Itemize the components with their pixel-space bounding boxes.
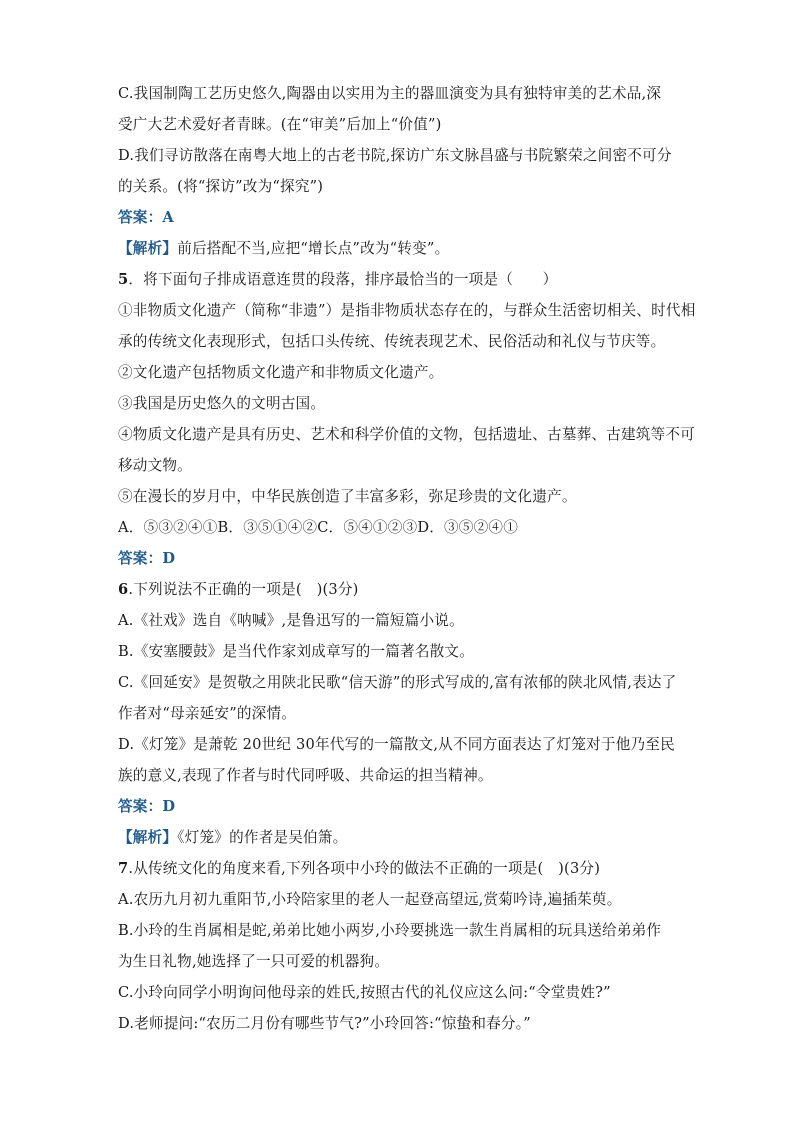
question-number: 7	[118, 860, 129, 877]
q6-option-a: A.《社戏》选自《呐喊》,是鲁迅写的一篇短篇小说。	[118, 612, 464, 629]
q5-options: A．⑤③②④①B．③⑤①④②C．⑤④①②③D．③⑤②④①	[118, 519, 518, 536]
question-stem: .从传统文化的角度来看,下列各项中小玲的做法不正确的一项是( )(3分)	[128, 860, 601, 877]
q5-sentence-1-line1: ①非物质文化遗产（简称“非遗”）是指非物质状态存在的，与群众生活密切相关、时代相	[118, 302, 696, 319]
prev-option-c-line2: 受广大艺术爱好者青睐。(在“审美”后加上“价值”)	[118, 116, 442, 133]
q6-option-b: B.《安塞腰鼓》是当代作家刘成章写的一篇著名散文。	[118, 643, 475, 660]
q6-option-d-line2: 族的意义,表现了作者与时代同呼吸、共命运的担当精神。	[118, 767, 493, 784]
prev-option-c-line1: C.我国制陶工艺历史悠久,陶器由以实用为主的器皿演变为具有独特审美的艺术品,深	[118, 85, 662, 102]
analysis-tag: 【解析】	[118, 240, 178, 257]
q5-answer	[118, 543, 686, 574]
q7-stem	[118, 853, 686, 884]
document-page	[118, 78, 696, 1039]
q7-option-b-line1: B.小玲的生肖属相是蛇,弟弟比她小两岁,小玲要挑选一款生肖属相的玩具送给弟弟作	[118, 922, 662, 939]
q5-stem	[118, 264, 686, 295]
q6-option-d-line1: D.《灯笼》是萧乾 20世纪 30年代写的一篇散文,从不同方面表达了灯笼对于他乃至民	[118, 736, 675, 753]
q6-stem	[118, 574, 686, 605]
prev-option-d-line1: D.我们寻访散落在南粤大地上的古老书院,探访广东文脉昌盛与书院繁荣之间密不可分	[118, 147, 672, 164]
q5-sentence-4-line2: 移动文物。	[118, 457, 192, 474]
q7-option-d: D.老师提问:“农历二月份有哪些节气?”小玲回答:“惊蛰和春分。”	[118, 1015, 531, 1032]
analysis-text: 前后搭配不当,应把“增长点”改为“转变”。	[177, 240, 450, 257]
q5-sentence-5: ⑤在漫长的岁月中，中华民族创造了丰富多彩，弥足珍贵的文化遗产。	[118, 488, 577, 505]
analysis-tag: 【解析】	[118, 829, 178, 846]
answer-value: A	[162, 209, 174, 226]
q6-option-c-line1: C.《回延安》是贺敬之用陕北民歌“信天游”的形式写成的,富有浓郁的陕北风情,表达了	[118, 674, 677, 691]
answer-value: D	[162, 798, 176, 815]
question-number: 6	[118, 581, 129, 598]
prev-analysis	[118, 233, 686, 264]
question-number: 5	[118, 271, 129, 288]
question-stem: .下列说法不正确的一项是( )(3分)	[128, 581, 359, 598]
q6-option-c-line2: 作者对“母亲延安”的深情。	[118, 705, 297, 722]
q7-option-a: A.农历九月初九重阳节,小玲陪家里的老人一起登高望远,赏菊吟诗,遍插茱萸。	[118, 891, 622, 908]
prev-option-d-line2: 的关系。(将“探访”改为“探究”)	[118, 178, 324, 195]
answer-label: 答案：	[118, 209, 163, 226]
q6-analysis	[118, 822, 686, 853]
q7-option-b-line2: 为生日礼物,她选择了一只可爱的机器狗。	[118, 953, 390, 970]
answer-label: 答案：	[118, 550, 163, 567]
q5-sentence-4-line1: ④物质文化遗产是具有历史、艺术和科学价值的文物，包括遗址、古墓葬、古建筑等不可	[118, 426, 695, 443]
answer-label: 答案：	[118, 798, 163, 815]
q6-answer	[118, 791, 686, 822]
prev-answer	[118, 202, 686, 233]
q5-sentence-3: ③我国是历史悠久的文明古国。	[118, 395, 326, 412]
answer-value: D	[162, 550, 176, 567]
question-stem: ．将下面句子排成语意连贯的段落，排序最恰当的一项是（ ）	[128, 271, 558, 288]
analysis-text: 《灯笼》的作者是吴伯箫。	[177, 829, 348, 846]
q5-sentence-2: ②文化遗产包括物质文化遗产和非物质文化遗产。	[118, 364, 444, 381]
q5-sentence-1-line2: 承的传统文化表现形式，包括口头传统、传统表现艺术、民俗活动和礼仪与节庆等。	[118, 333, 666, 350]
q7-option-c: C.小玲向同学小明询问他母亲的姓氏,按照古代的礼仪应这么问:“令堂贵姓?”	[118, 984, 611, 1001]
